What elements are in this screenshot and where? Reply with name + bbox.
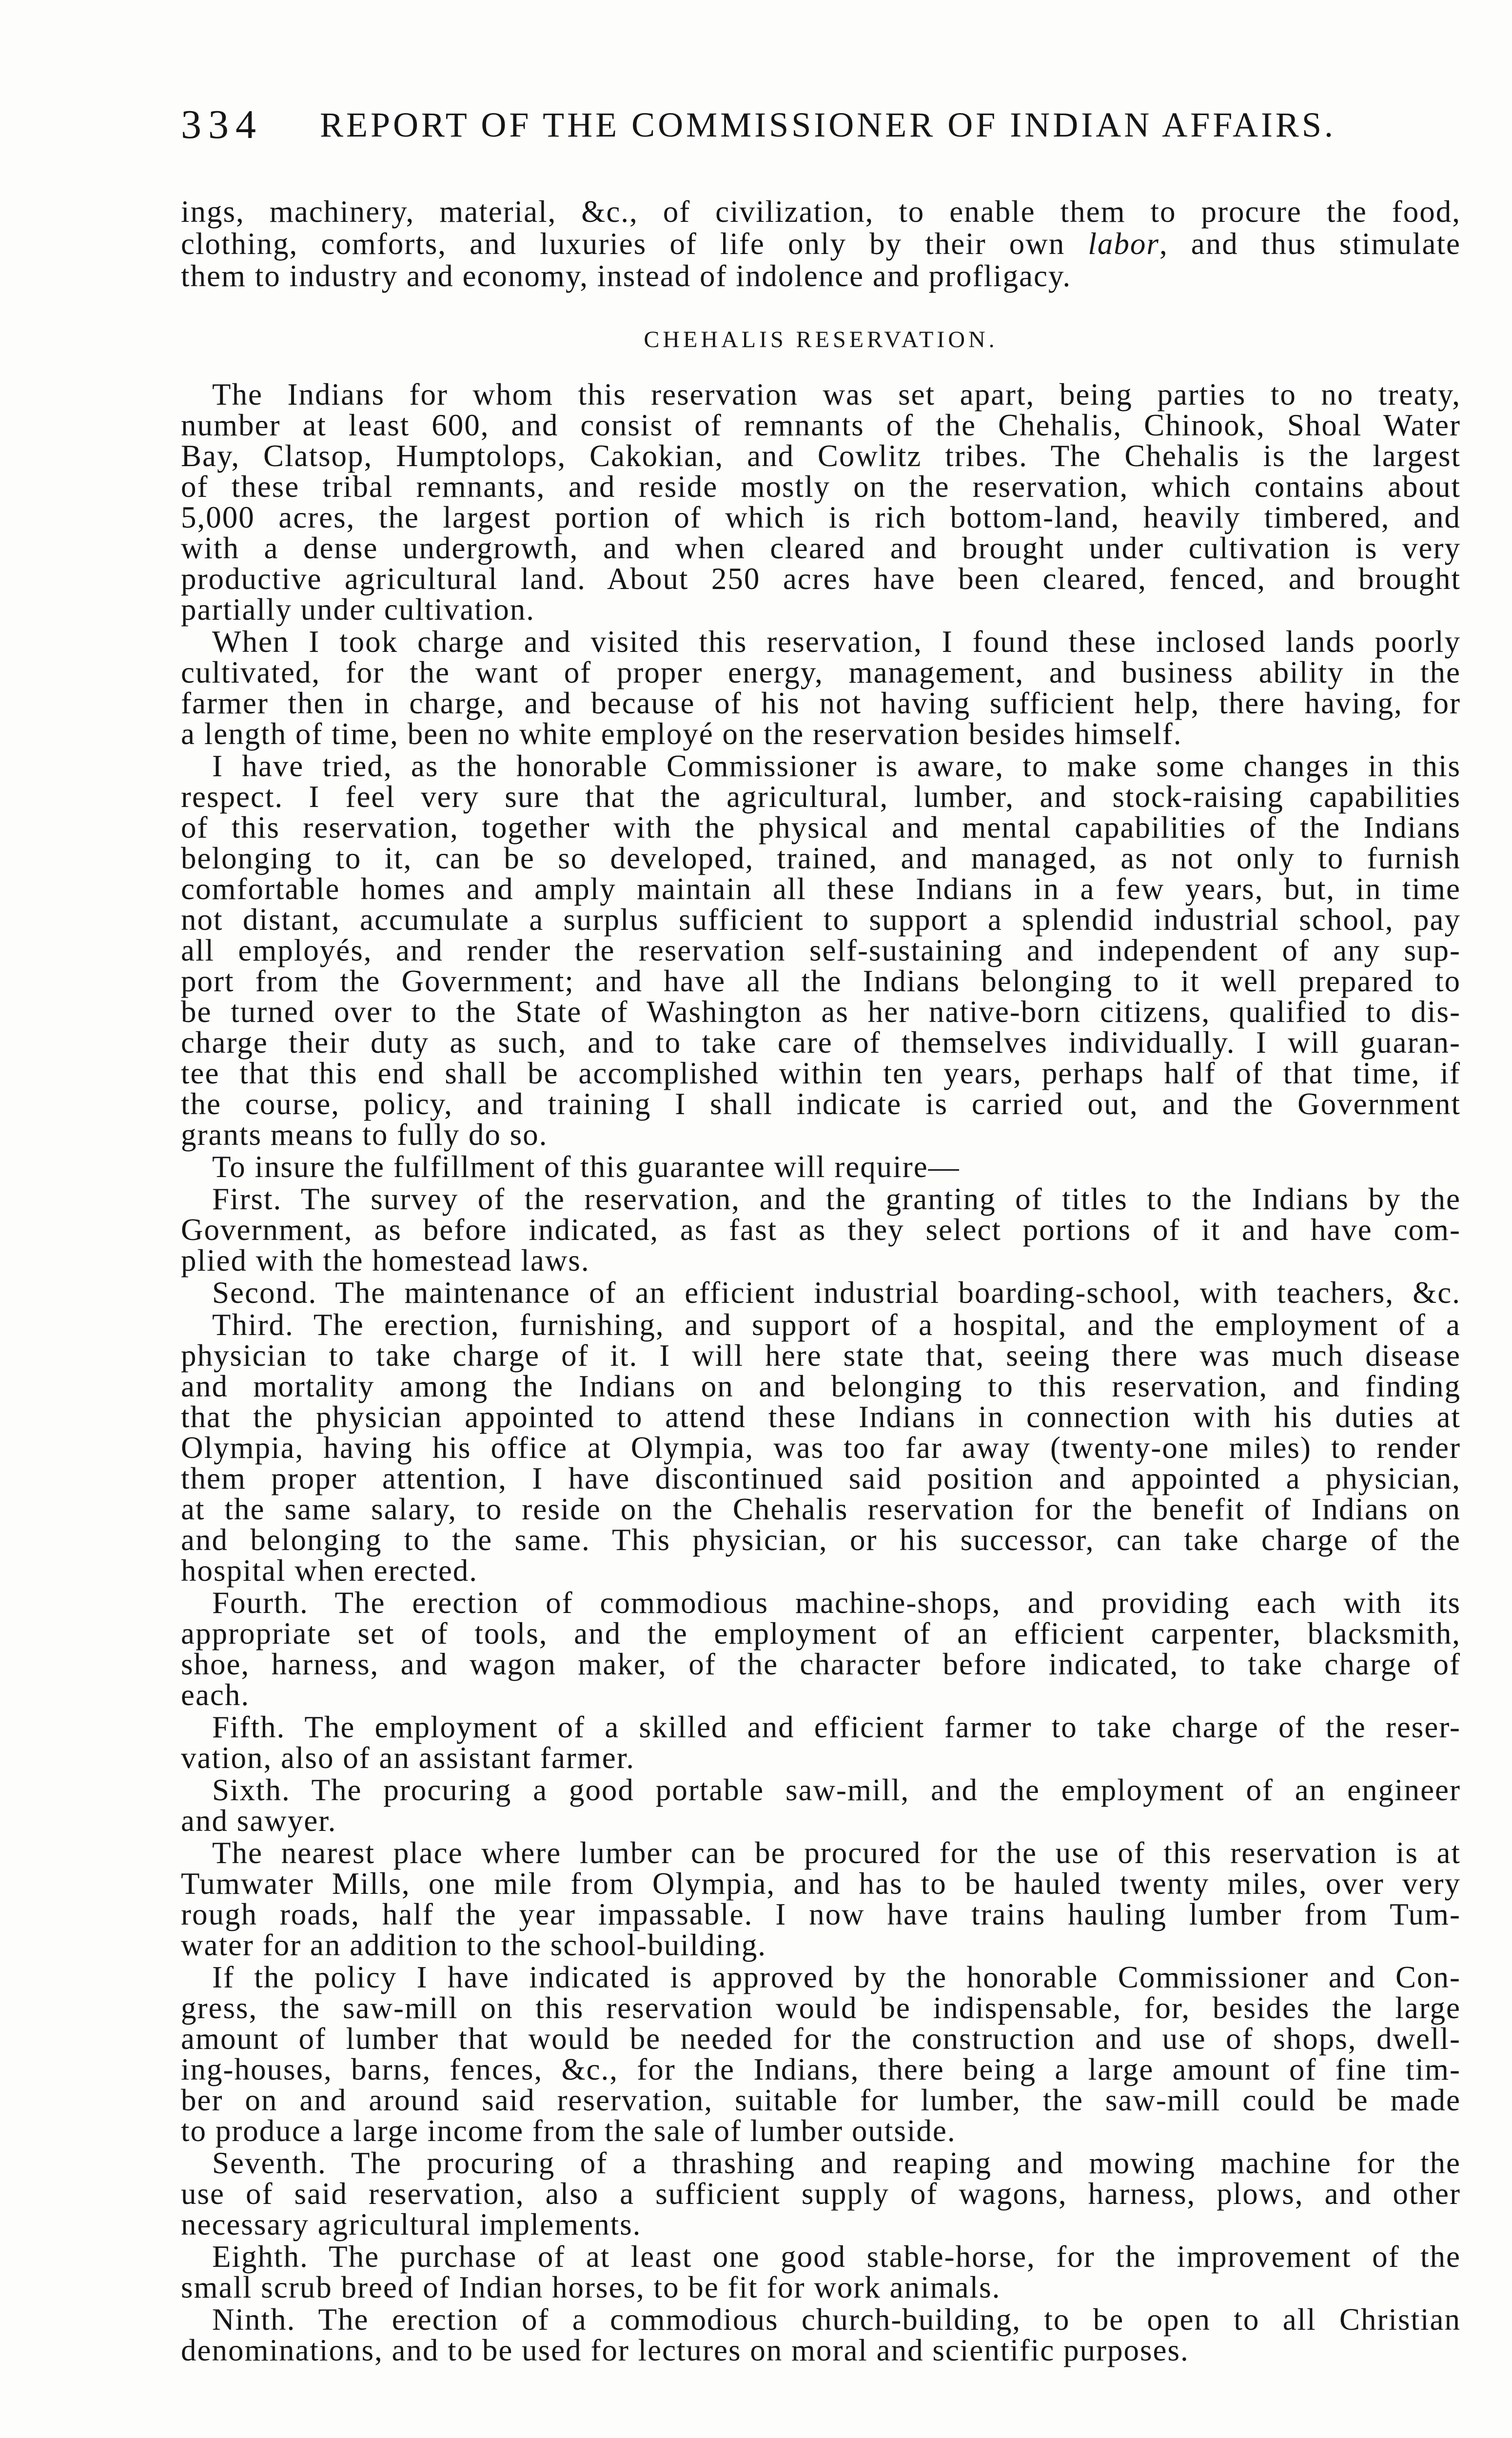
text-line: Olympia, having his office at Olympia, was too far away (twenty-one miles) to render	[181, 1431, 1461, 1465]
text-line: cultivated, for the want of proper energy, management, and business ability in the	[181, 655, 1461, 689]
paragraph	[181, 1588, 1461, 1711]
text-segment: , and thus stimulate	[1159, 227, 1461, 261]
text-line: First. The survey of the reservation, and the granting of titles to the Indians by the	[212, 1182, 1461, 1216]
continued-paragraph	[181, 196, 1461, 292]
text-line: I have tried, as the honorable Commissioner is aware, to make some changes in this	[212, 749, 1461, 783]
text-line: that the physician appointed to attend these Indians in connection with his duties at	[181, 1400, 1461, 1434]
text-line: The nearest place where lumber can be procured for the use of this reservation is at	[212, 1836, 1461, 1870]
page-header	[181, 103, 1461, 147]
text-line: all employés, and render the reservation self-sustaining and independent of any sup-	[181, 933, 1461, 967]
text-line: number at least 600, and consist of remnants of the Chehalis, Chinook, Shoal Water	[181, 408, 1461, 442]
text-line: Bay, Clatsop, Humptolops, Cakokian, and Cowlitz tribes. The Chehalis is the largest	[181, 439, 1461, 473]
text-line: at the same salary, to reside on the Chehalis reservation for the benefit of Indians on	[181, 1492, 1461, 1526]
text-line: Tumwater Mills, one mile from Olympia, and has to be hauled twenty miles, over very	[181, 1867, 1461, 1901]
text-line: and belonging to the same. This physician, or his successor, can take charge of the	[181, 1523, 1461, 1557]
text-line: Second. The maintenance of an efficient industrial boarding-school, with teachers, &c.	[212, 1276, 1461, 1310]
text-line: Third. The erection, furnishing, and support of a hospital, and the employment of a	[212, 1308, 1461, 1342]
paragraph	[181, 1775, 1461, 1836]
running-title: REPORT OF THE COMMISSIONER OF INDIAN AFFAIRS.	[320, 105, 1336, 144]
text-line: Ninth. The erection of a commodious church-building, to be open to all Christian	[212, 2302, 1461, 2337]
text-line: comfortable homes and amply maintain all these Indians in a few years, but, in time	[181, 872, 1461, 906]
text-line: charge their duty as such, and to take care of themselves individually. I will guaran-	[181, 1025, 1461, 1060]
text-line: grants means to fully do so.	[181, 1118, 548, 1152]
text-line: Fifth. The employment of a skilled and efficient farmer to take charge of the reser-	[212, 1710, 1461, 1744]
text-line: Government, as before indicated, as fast as they select portions of it and have com-	[181, 1213, 1461, 1247]
text-line: hospital when erected.	[181, 1553, 478, 1588]
document-body	[181, 196, 1461, 2366]
text-line: water for an addition to the school-building.	[181, 1928, 766, 1962]
paragraph	[181, 2241, 1461, 2303]
text-line: ber on and around said reservation, suitable for lumber, the saw-mill could be made	[181, 2083, 1461, 2117]
section-heading: CHEHALIS RESERVATION.	[644, 327, 998, 353]
text-line: To insure the fulfillment of this guarantee will require—	[212, 1150, 960, 1184]
text-line: When I took charge and visited this reservation, I found these inclosed lands poorly	[212, 625, 1461, 659]
text-line: small scrub breed of Indian horses, to be fit for work animals.	[181, 2270, 1001, 2304]
paragraph	[181, 379, 1461, 625]
text-line: gress, the saw-mill on this reservation would be indispensable, for, besides the large	[181, 1991, 1461, 2025]
paragraph	[181, 627, 1461, 749]
text-line: of these tribal remnants, and reside mostly on the reservation, which contains about	[181, 470, 1461, 504]
text-line: farmer then in charge, and because of his not having sufficient help, there having, for	[181, 686, 1461, 720]
text-line: ings, machinery, material, &c., of civilization, to enable them to procure the food,	[181, 195, 1461, 229]
paragraph	[181, 1712, 1461, 1773]
text-line: appropriate set of tools, and the employment of an efficient carpenter, blacksmith,	[181, 1616, 1461, 1651]
text-line: use of said reservation, also a sufficient supply of wagons, harness, plows, and other	[181, 2177, 1461, 2211]
text-line: necessary agricultural implements.	[181, 2207, 642, 2241]
emphasis-text: labor	[1088, 227, 1159, 261]
text-line: Sixth. The procuring a good portable saw-mill, and the employment of an engineer	[212, 1773, 1461, 1807]
text-line: them to industry and economy, instead of indolence and profligacy.	[181, 259, 1072, 293]
text-line: amount of lumber that would be needed for the construction and use of shops, dwell-	[181, 2022, 1461, 2056]
text-line: plied with the homestead laws.	[181, 1243, 590, 1278]
text-line: port from the Government; and have all the Indians belonging to it well prepared to	[181, 964, 1461, 998]
text-line: denominations, and to be used for lectures on moral and scientific purposes.	[181, 2333, 1189, 2367]
text-line: physician to take charge of it. I will here state that, seeing there was much disease	[181, 1338, 1461, 1373]
paragraph	[181, 2148, 1461, 2240]
text-line: respect. I feel very sure that the agricultural, lumber, and stock-raising capabilities	[181, 780, 1461, 814]
text-line: Seventh. The procuring of a thrashing and reaping and mowing machine for the	[212, 2146, 1461, 2180]
text-line: them proper attention, I have discontinued said position and appointed a physician,	[181, 1461, 1461, 1495]
text-line: tee that this end shall be accomplished within ten years, perhaps half of that time, if	[181, 1056, 1461, 1090]
text-line: rough roads, half the year impassable. I now have trains hauling lumber from Tum-	[181, 1897, 1461, 1931]
text-line	[181, 228, 1461, 260]
text-line: vation, also of an assistant farmer.	[181, 1741, 635, 1775]
text-line: 5,000 acres, the largest portion of which is rich bottom-land, heavily timbered, and	[181, 500, 1461, 534]
paragraph	[181, 751, 1461, 1150]
paragraph	[181, 1152, 1461, 1182]
text-line: to produce a large income from the sale of lumber outside.	[181, 2114, 956, 2148]
text-line: and sawyer.	[181, 1804, 337, 1838]
text-line: each.	[181, 1678, 250, 1712]
text-line: the course, policy, and training I shall indicate is carried out, and the Government	[181, 1087, 1461, 1121]
paragraph	[181, 1962, 1461, 2146]
page-number: 334	[181, 102, 263, 147]
text-line: a length of time, been no white employé on the reservation besides himself.	[181, 717, 1182, 751]
text-line: The Indians for whom this reservation was set apart, being parties to no treaty,	[212, 377, 1461, 412]
text-line: with a dense undergrowth, and when cleared and brought under cultivation is very	[181, 531, 1461, 565]
paragraph	[181, 1838, 1461, 1961]
text-line: productive agricultural land. About 250 acres have been cleared, fenced, and brought	[181, 562, 1461, 596]
text-line: be turned over to the State of Washington as her native-born citizens, qualified to dis-	[181, 995, 1461, 1029]
paragraph	[181, 2304, 1461, 2366]
text-line: of this reservation, together with the physical and mental capabilities of the Indians	[181, 810, 1461, 845]
text-line: Eighth. The purchase of at least one good stable-horse, for the improvement of the	[212, 2240, 1461, 2274]
text-line: partially under cultivation.	[181, 592, 535, 627]
text-line: ing-houses, barns, fences, &c., for the Indians, there being a large amount of fine tim-	[181, 2052, 1461, 2086]
text-segment: clothing, comforts, and luxuries of life only by their own	[181, 227, 1088, 261]
paragraph	[181, 1184, 1461, 1276]
text-line: If the policy I have indicated is approved by the honorable Commissioner and Con-	[212, 1960, 1461, 1994]
paragraph	[181, 1310, 1461, 1586]
text-line: shoe, harness, and wagon maker, of the character before indicated, to take charge of	[181, 1647, 1461, 1681]
text-line: not distant, accumulate a surplus sufficient to support a splendid industrial school, pay	[181, 903, 1461, 937]
text-line: belonging to it, can be so developed, trained, and managed, as not only to furnish	[181, 841, 1461, 875]
paragraph	[181, 1278, 1461, 1308]
text-line: Fourth. The erection of commodious machine-shops, and providing each with its	[212, 1586, 1461, 1620]
text-line: and mortality among the Indians on and belonging to this reservation, and finding	[181, 1369, 1461, 1403]
